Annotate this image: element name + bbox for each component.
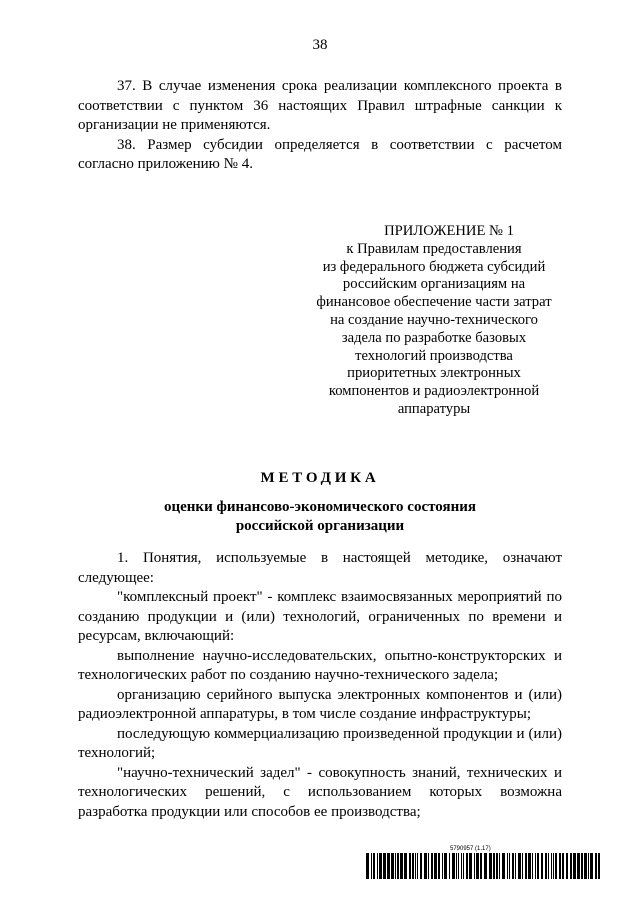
page-number: 38 — [312, 37, 328, 53]
appendix-line: из федерального бюджета субсидий — [322, 258, 546, 275]
method-subtitle-line: российской организации — [235, 518, 405, 534]
paragraph-research-works: выполнение научно-исследовательских, опытно-конструкторских и технологических работ по созданию научно-технического задела; — [78, 647, 562, 683]
appendix-line: на создание научно-технического — [330, 311, 538, 328]
appendix-line: российским организациям на — [342, 276, 526, 293]
method-subtitle-line: оценки финансово-экономического состояния — [163, 499, 476, 515]
paragraph-38: 38. Размер субсидии определяется в соответствии с расчетом согласно приложению № 4. — [78, 136, 562, 172]
barcode-block — [366, 846, 600, 880]
main-paragraphs — [78, 549, 562, 822]
appendix-line: компонентов и радиоэлектронной — [328, 383, 540, 400]
appendix-line: к Правилам предоставления — [346, 240, 522, 257]
paragraph-commercialization: последующую коммерциализацию произведенной продукции и (или) технологий; — [78, 725, 562, 761]
barcode-code: 5790957 (1.17) — [450, 846, 491, 852]
paragraph-serial-production: организацию серийного выпуска электронных компонентов и (или) радиоэлектронной аппаратуры, в том числе создание инфраструктуры; — [78, 686, 562, 722]
barcode-image — [366, 853, 600, 879]
appendix-header — [310, 223, 558, 419]
appendix-title: ПРИЛОЖЕНИЕ № 1 — [384, 223, 514, 239]
method-title: МЕТОДИКА — [260, 470, 380, 486]
paragraph-complex-project: "комплексный проект" - комплекс взаимосвязанных мероприятий по созданию продукции и (или) технологий, ограниченных по времени и ресурсам, включающий: — [78, 589, 562, 644]
method-subtitle — [0, 498, 640, 536]
paragraph-definitions-intro: 1. Понятия, используемые в настоящей методике, означают следующее: — [78, 550, 562, 586]
appendix-line: задела по разработке базовых — [341, 329, 527, 346]
appendix-line: технологий производства — [355, 347, 513, 364]
top-paragraphs — [78, 77, 562, 175]
paragraph-37: 37. В случае изменения срока реализации комплексного проекта в соответствии с пунктом 36 настоящих Правил штрафные санкции к организации не применяются. — [78, 78, 562, 133]
paragraph-scientific-groundwork: "научно-технический задел" - совокупность знаний, технических и технологических решений, с использованием которых возможна разработка продукции или способов ее производства; — [78, 764, 562, 820]
appendix-line: аппаратуры — [397, 400, 471, 417]
appendix-line: финансовое обеспечение части затрат — [316, 294, 552, 311]
appendix-line: приоритетных электронных — [347, 365, 521, 382]
